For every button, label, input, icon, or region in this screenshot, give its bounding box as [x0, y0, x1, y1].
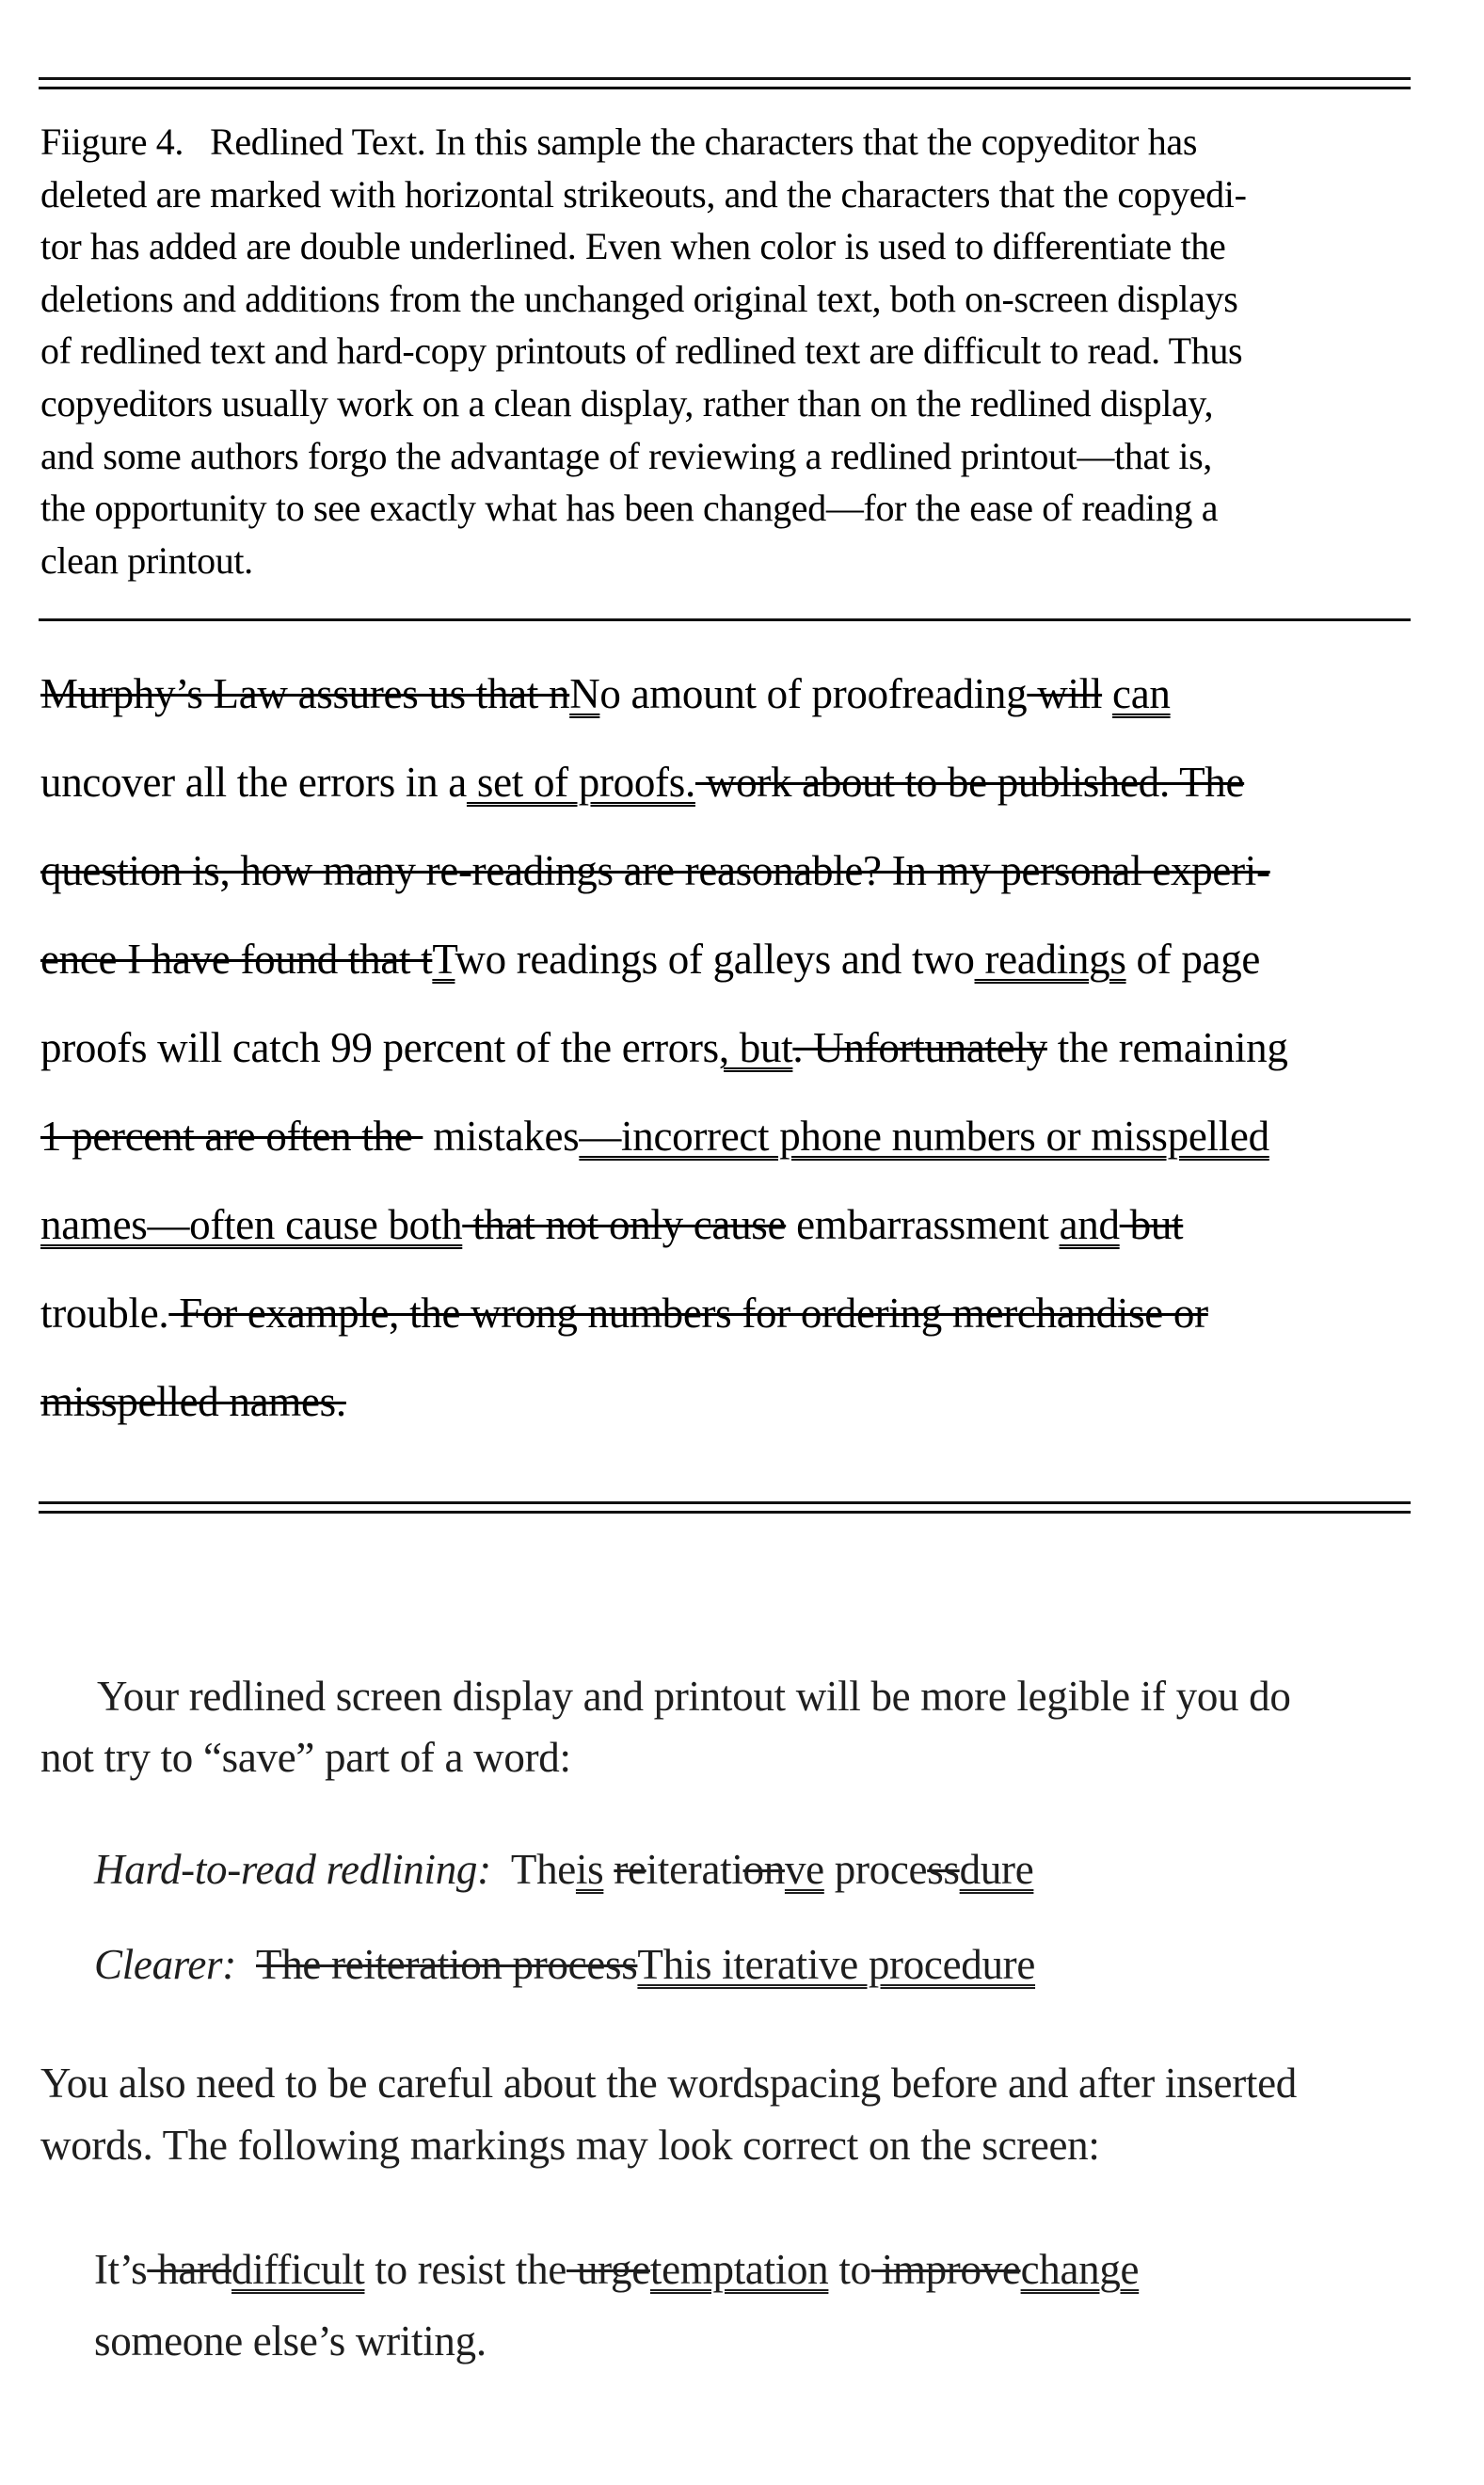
inserted-text: dure	[959, 1846, 1034, 1893]
deleted-text: improve	[870, 2246, 1021, 2293]
deleted-text: 1 percent are often the	[40, 1113, 423, 1160]
deleted-text: ss	[927, 1846, 960, 1893]
inserted-text: , but	[718, 1024, 793, 1071]
inserted-text: can	[1112, 670, 1171, 717]
redline-line	[40, 826, 1424, 915]
inserted-text: is	[575, 1846, 604, 1893]
example-hard-to-read	[94, 1841, 1033, 1898]
unchanged-text: embarrassment	[786, 1201, 1060, 1248]
unchanged-text: trouble.	[40, 1290, 169, 1337]
unchanged-text: the remaining	[1046, 1024, 1288, 1071]
inserted-text: This iterative procedure	[637, 1941, 1036, 1988]
caption-line: clean printout.	[40, 538, 253, 582]
unchanged-text: mistakes	[423, 1113, 580, 1160]
redline-line	[40, 1269, 1424, 1357]
inserted-text: temptation	[649, 2246, 829, 2293]
deleted-text: Murphy’s Law assures us that n	[40, 670, 570, 717]
inserted-text: set of proofs.	[466, 759, 695, 806]
unchanged-text: proofs will catch 99 percent of the errors	[40, 1024, 719, 1071]
example-line	[94, 2234, 1139, 2305]
caption-line: tor has added are double underlined. Even when color is used to differentiate the	[40, 225, 1226, 268]
figure-caption	[40, 116, 1424, 586]
unchanged-text: to resist the	[364, 2246, 567, 2293]
deleted-text: urge	[566, 2246, 650, 2293]
unchanged-text: The	[501, 1846, 576, 1893]
redline-line	[40, 915, 1424, 1003]
inserted-text: names—often cause both	[40, 1201, 463, 1248]
redline-line	[40, 649, 1424, 738]
example-wordspacing	[94, 2234, 1139, 2377]
caption-line: of redlined text and hard-copy printouts of redlined text are difficult to read. Thus	[40, 329, 1243, 373]
deleted-text: ence I have found that t	[40, 936, 433, 983]
deleted-text: that not only cause	[462, 1201, 787, 1248]
redline-line	[40, 738, 1424, 826]
inserted-text: N	[569, 670, 600, 717]
caption-line: the opportunity to see exactly what has been changed—for the ease of reading a	[40, 487, 1219, 530]
inserted-text: ve	[784, 1846, 824, 1893]
caption-line	[40, 116, 1424, 168]
example-label: Hard-to-read redlining:	[94, 1846, 491, 1893]
unchanged-text	[603, 1846, 614, 1893]
deleted-text: but	[1119, 1201, 1184, 1248]
redline-line	[40, 1003, 1424, 1092]
redlined-sample	[40, 649, 1424, 1446]
redline-line	[40, 1092, 1424, 1180]
unchanged-text: uncover all the errors in a	[40, 759, 467, 806]
inserted-text: readings	[974, 936, 1126, 983]
unchanged-text: iterati	[646, 1846, 743, 1893]
deleted-text: . Unfortunately	[792, 1024, 1047, 1071]
deleted-text: misspelled names.	[40, 1378, 346, 1425]
inserted-text: difficult	[231, 2246, 365, 2293]
bottom-double-rule-upper	[39, 1501, 1411, 1504]
unchanged-text	[247, 1941, 256, 1988]
caption-line: copyeditors usually work on a clean display, rather than on the redlined display,	[40, 381, 1214, 425]
unchanged-text: proce	[823, 1846, 928, 1893]
caption-line: deleted are marked with horizontal strikeouts, and the characters that the copyedi-	[40, 172, 1247, 216]
figure-label: Fiigure 4.	[40, 120, 184, 163]
paragraph-line: Your redlined screen display and printout will be more legible if you do	[97, 1673, 1291, 1720]
unchanged-text: someone else’s writing.	[94, 2317, 487, 2365]
unchanged-text: wo readings of galleys and two	[455, 936, 975, 983]
deleted-text: The reiteration process	[256, 1941, 638, 1988]
bottom-double-rule-lower	[39, 1511, 1411, 1514]
example-clearer	[94, 1936, 1035, 1993]
inserted-text: T	[432, 936, 455, 983]
redline-line	[40, 1180, 1424, 1269]
paragraph-wordspacing	[40, 2052, 1297, 2176]
inserted-text: and	[1059, 1201, 1120, 1248]
top-double-rule-lower	[39, 87, 1411, 89]
caption-divider-rule	[39, 618, 1411, 621]
example-line	[94, 2305, 1139, 2377]
inserted-text: change	[1020, 2246, 1140, 2293]
unchanged-text	[1102, 670, 1112, 717]
deleted-text: re	[614, 1846, 646, 1893]
caption-text: Redlined Text. In this sample the characters that the copyeditor has	[210, 120, 1198, 163]
paragraph-save-word	[40, 1666, 1291, 1788]
deleted-text: hard	[147, 2246, 232, 2293]
deleted-text: question is, how many re-readings are reasonable? In my personal experi-	[40, 847, 1270, 894]
deleted-text: on	[742, 1846, 785, 1893]
example-label: Clearer:	[94, 1941, 236, 1988]
inserted-text: —incorrect phone numbers or misspelled	[579, 1113, 1269, 1160]
caption-line: and some authors forgo the advantage of reviewing a redlined printout—that is,	[40, 434, 1212, 477]
deleted-text: work about to be published. The	[694, 759, 1245, 806]
unchanged-text: o amount of proofreading	[599, 670, 1028, 717]
unchanged-text: It’s	[94, 2246, 148, 2293]
caption-line: deletions and additions from the unchanged original text, both on-screen displays	[40, 277, 1238, 320]
unchanged-text: to	[828, 2246, 871, 2293]
deleted-text: For example, the wrong numbers for ordering merchandise or	[168, 1290, 1208, 1337]
deleted-text: will	[1027, 670, 1103, 717]
unchanged-text: of page	[1125, 936, 1261, 983]
top-double-rule-upper	[39, 77, 1411, 80]
paragraph-line: not try to “save” part of a word:	[40, 1734, 571, 1781]
redline-line	[40, 1357, 1424, 1446]
paragraph-line: words. The following markings may look correct on the screen:	[40, 2122, 1100, 2169]
paragraph-line: You also need to be careful about the wordspacing before and after inserted	[40, 2060, 1297, 2107]
